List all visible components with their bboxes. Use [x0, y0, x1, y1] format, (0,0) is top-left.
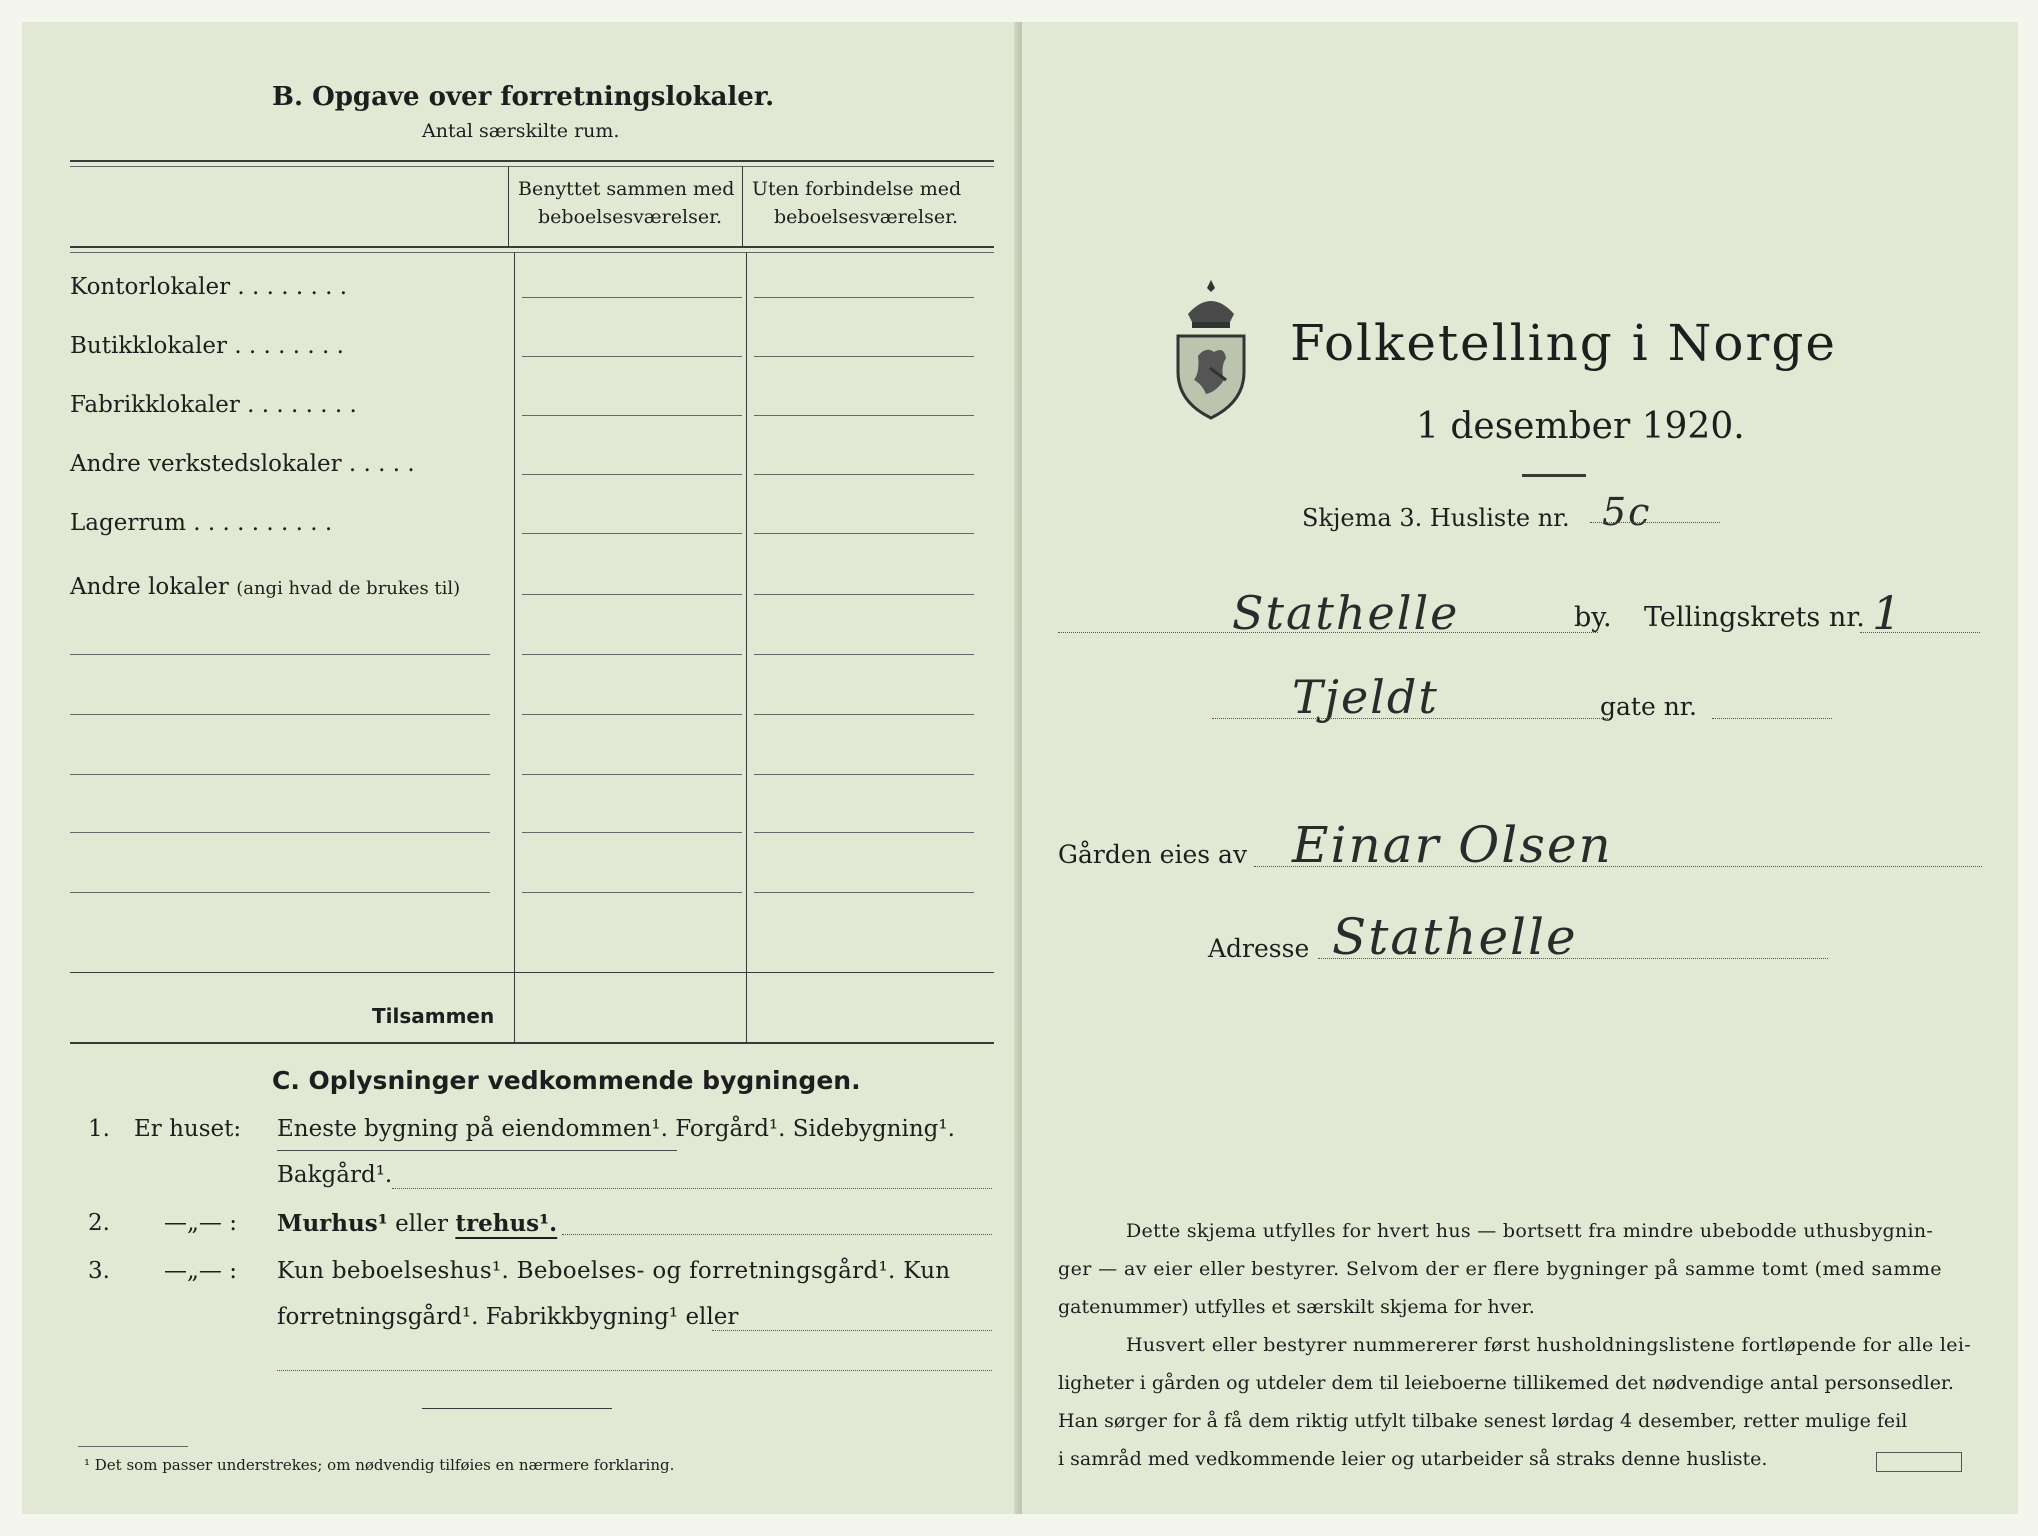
row-lagerrum: Lagerrum . . . . . . . . . .	[70, 510, 333, 536]
header-divider-1	[508, 166, 509, 246]
adresse-line	[1318, 958, 1828, 959]
eneste-bygning-underline	[277, 1150, 677, 1151]
husliste-line	[1590, 522, 1720, 523]
adresse-label: Adresse	[1208, 934, 1310, 963]
header-bottom-rule-2	[70, 252, 994, 253]
blank-line-2	[70, 714, 490, 715]
closing-rule	[422, 1408, 612, 1409]
item3-text2: forretningsgård¹. Fabrikkbygning¹ eller	[277, 1304, 739, 1330]
instruction-line-6: Han sørger for å få dem riktig utfylt tilbake senest lørdag 4 desember, retter mulige feil	[1058, 1410, 1908, 1432]
tellingskrets-label: Tellingskrets nr.	[1644, 602, 1865, 633]
table-bottom-rule	[70, 1042, 994, 1044]
andre-lokaler-note: (angi hvad de brukes til)	[236, 578, 461, 599]
col1-divider	[514, 252, 515, 1042]
census-date: 1 desember 1920.	[1416, 406, 1745, 447]
footnote-rule	[78, 1446, 188, 1447]
trehus-option: trehus¹.	[455, 1210, 558, 1237]
by-line	[1058, 632, 1598, 633]
item1-label: Er huset:	[134, 1116, 242, 1142]
total-label: Tilsammen	[372, 1004, 495, 1028]
item3-fill-line	[712, 1330, 992, 1331]
footnote: ¹ Det som passer understrekes; om nødvendig tilføies en nærmere forklaring.	[84, 1456, 675, 1474]
table-top-rule	[70, 160, 994, 162]
left-page	[22, 22, 1020, 1514]
row-fabrikklokaler: Fabrikklokaler . . . . . . . .	[70, 392, 357, 418]
skjema-label: Skjema 3. Husliste nr.	[1302, 504, 1570, 532]
gate-nr-line	[1712, 718, 1832, 719]
blank-line-1	[70, 654, 490, 655]
blank-line-5	[70, 892, 490, 893]
krets-line	[1860, 632, 1980, 633]
header-bottom-rule	[70, 246, 994, 248]
item3-number: 3.	[88, 1258, 110, 1284]
gate-name[interactable]: Tjeldt	[1292, 670, 1439, 724]
section-c-heading: C. Oplysninger vedkommende bygningen.	[272, 1066, 861, 1095]
gate-line	[1212, 718, 1612, 719]
total-top-rule	[70, 972, 994, 973]
item1-text2: Bakgård¹.	[277, 1162, 393, 1188]
murhus-option: Murhus¹	[277, 1210, 388, 1237]
item1-text: Eneste bygning på eiendommen¹. Forgård¹. Sidebygning¹.	[277, 1116, 955, 1142]
adresse-value[interactable]: Stathelle	[1332, 908, 1578, 966]
husliste-number[interactable]: 5c	[1602, 490, 1652, 534]
item1-number: 1.	[88, 1116, 110, 1142]
item1-fill-line	[392, 1188, 992, 1189]
item2-fill-line	[562, 1234, 992, 1235]
row-kontorlokaler: Kontorlokaler . . . . . . . .	[70, 274, 348, 300]
gate-label: gate nr.	[1600, 692, 1697, 721]
section-b-heading: B. Opgave over forretningslokaler.	[272, 82, 775, 112]
col1-header-line2: beboelsesværelser.	[538, 206, 723, 228]
eier-label: Gården eies av	[1058, 840, 1248, 869]
instruction-line-7: i samråd med vedkommende leier og utarbeider så straks denne husliste.	[1058, 1448, 1768, 1470]
by-name[interactable]: Stathelle	[1232, 586, 1460, 640]
row-andre-verkstedslokaler: Andre verkstedslokaler . . . . .	[70, 451, 415, 477]
blank-line-4	[70, 832, 490, 833]
section-b-subheading: Antal særskilte rum.	[422, 120, 620, 142]
andre-lokaler-label: Andre lokaler	[70, 574, 229, 600]
instruction-line-4: Husvert eller bestyrer nummererer først husholdningslistene fortløpende for alle lei-	[1126, 1334, 1971, 1356]
form-title: Folketelling i Norge	[1290, 314, 1837, 372]
item2-label: —„— :	[164, 1210, 237, 1236]
coat-of-arms-icon	[1170, 274, 1252, 424]
eier-name[interactable]: Einar Olsen	[1292, 816, 1613, 874]
row-andre-lokaler	[70, 574, 460, 600]
right-page	[1022, 22, 2018, 1514]
item3-label: —„— :	[164, 1258, 237, 1284]
tellingskrets-number[interactable]: 1	[1872, 586, 1904, 640]
item3-fill-line-2	[277, 1370, 992, 1371]
instruction-line-3: gatenummer) utfylles et særskilt skjema for hver.	[1058, 1296, 1535, 1318]
blank-line-3	[70, 774, 490, 775]
row-butikklokaler: Butikklokaler . . . . . . . .	[70, 333, 344, 359]
instruction-line-5: ligheter i gården og utdeler dem til leieboerne tillikemed det nødvendige antal personsedler.	[1058, 1372, 1954, 1394]
instruction-line-2: ger — av eier eller bestyrer. Selvom der er flere bygninger på samme tomt (med samme	[1058, 1258, 1942, 1280]
col2-header-line2: beboelsesværelser.	[774, 206, 959, 228]
instruction-line-1: Dette skjema utfylles for hvert hus — bortsett fra mindre ubebodde uthusbygnin-	[1126, 1220, 1934, 1242]
col2-divider	[746, 252, 747, 1042]
title-rule	[1522, 474, 1586, 477]
header-divider-2	[742, 166, 743, 246]
item2-number: 2.	[88, 1210, 110, 1236]
eier-line	[1254, 866, 1982, 867]
table-top-rule-2	[70, 166, 994, 167]
by-label: by.	[1574, 602, 1612, 633]
eller-word: eller	[395, 1211, 449, 1237]
col1-header-line1: Benyttet sammen med	[518, 178, 735, 200]
printer-stamp-icon	[1876, 1452, 1962, 1472]
item3-text: Kun beboelseshus¹. Beboelses- og forretningsgård¹. Kun	[277, 1258, 951, 1284]
col2-header-line1: Uten forbindelse med	[752, 178, 962, 200]
item2-text	[277, 1210, 557, 1237]
